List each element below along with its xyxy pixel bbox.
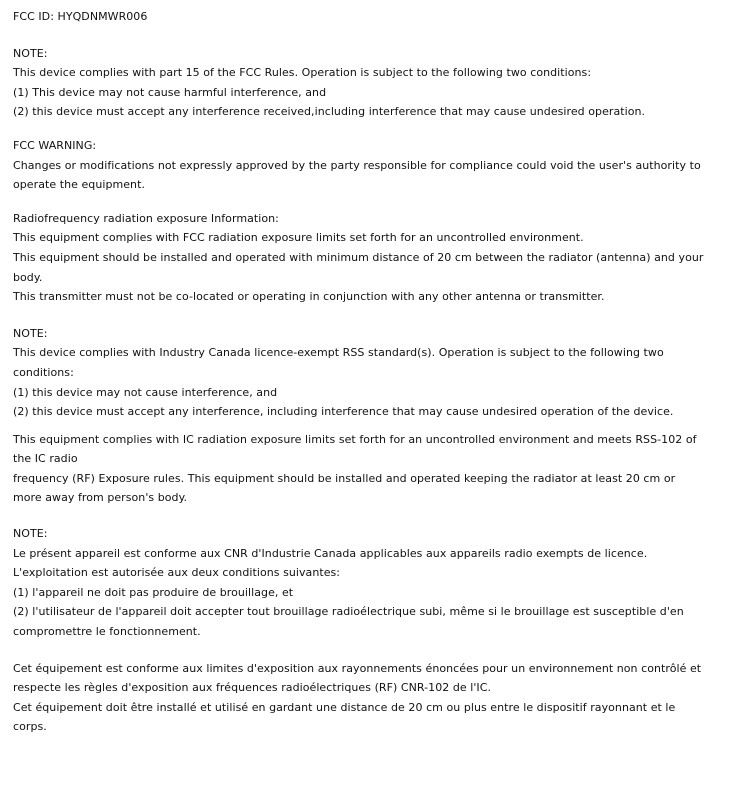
section-heading: NOTE: <box>13 46 48 60</box>
text-line: This device complies with part 15 of the FCC Rules. Operation is subject to the following two conditions: <box>13 66 592 80</box>
spacer <box>13 122 725 136</box>
text-line: This device complies with Industry Canada licence-exempt RSS standard(s). Operation is subject to the following two <box>13 346 664 360</box>
text-line: This equipment should be installed and operated with minimum distance of 20 cm between the radiator (antenna) and your <box>13 250 704 264</box>
text-line: L'exploitation est autorisée aux deux conditions suivantes: <box>13 566 341 580</box>
text-line: (1) l'appareil ne doit pas produire de brouillage, et <box>13 585 294 599</box>
french-note-section <box>13 524 725 642</box>
ic-exposure-section <box>13 430 725 508</box>
spacer <box>13 27 725 44</box>
text-line: compromettre le fonctionnement. <box>13 625 201 639</box>
spacer <box>13 307 725 324</box>
spacer <box>13 508 725 524</box>
text-line: body. <box>13 270 43 284</box>
fcc-id: FCC ID: HYQDNMWR006 <box>13 10 148 23</box>
text-line: (1) This device may not cause harmful interference, and <box>13 85 327 99</box>
text-line: conditions: <box>13 365 74 379</box>
text-line: Cet équipement doit être installé et utilisé en gardant une distance de 20 cm ou plus entre le dispositif rayonnant et le <box>13 700 676 714</box>
rf-exposure-section <box>13 209 725 307</box>
text-line: respecte les règles d'exposition aux fréquences radioélectriques (RF) CNR-102 de l'IC. <box>13 681 491 695</box>
text-line: Cet équipement est conforme aux limites d'exposition aux rayonnements énoncées pour un environnement non contrôlé et <box>13 661 702 675</box>
spacer <box>13 642 725 659</box>
section-heading: NOTE: <box>13 527 48 541</box>
regulatory-notice-document <box>13 7 725 737</box>
french-exposure-section <box>13 659 725 737</box>
text-line: (1) this device may not cause interference, and <box>13 385 278 399</box>
section-heading: Radiofrequency radiation exposure Information: <box>13 211 279 225</box>
fcc-warning-section <box>13 136 725 195</box>
text-line: This equipment complies with FCC radiation exposure limits set forth for an uncontrolled environment. <box>13 231 584 245</box>
text-line: corps. <box>13 720 47 734</box>
text-line: (2) this device must accept any interference, including interference that may cause undesired operation of the device. <box>13 405 674 419</box>
text-line: (2) l'utilisateur de l'appareil doit accepter tout brouillage radioélectrique subi, même si le brouillage est susceptible d'en <box>13 605 684 619</box>
text-line: frequency (RF) Exposure rules. This equipment should be installed and operated keeping the radiator at least 20 cm or <box>13 471 676 485</box>
ic-note-section <box>13 324 725 422</box>
text-line: (2) this device must accept any interference received,including interference that may cause undesired operation. <box>13 105 646 119</box>
section-heading: NOTE: <box>13 326 48 340</box>
spacer <box>13 422 725 430</box>
text-line: This transmitter must not be co-located or operating in conjunction with any other antenna or transmitter. <box>13 290 605 304</box>
spacer <box>13 195 725 209</box>
text-line: This equipment complies with IC radiation exposure limits set forth for an uncontrolled environment and meets RSS-102 of <box>13 432 697 446</box>
text-line: Changes or modifications not expressly approved by the party responsible for compliance could void the user's authority to <box>13 158 701 172</box>
section-heading: FCC WARNING: <box>13 138 97 152</box>
text-line: operate the equipment. <box>13 178 145 192</box>
text-line: the IC radio <box>13 452 78 466</box>
text-line: Le présent appareil est conforme aux CNR d'Industrie Canada applicables aux appareils radio exempts de licence. <box>13 546 648 560</box>
fcc-note-section <box>13 44 725 122</box>
text-line: more away from person's body. <box>13 491 188 505</box>
